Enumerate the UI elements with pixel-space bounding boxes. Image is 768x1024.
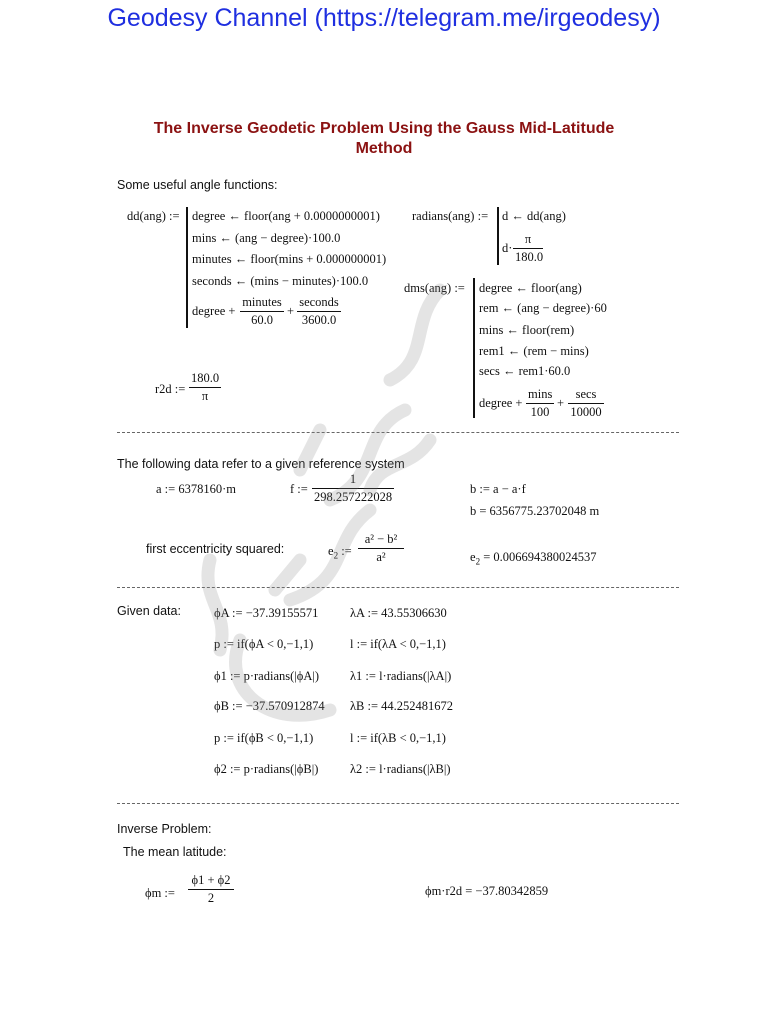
- given-data-label: Given data:: [117, 604, 181, 618]
- lam1-definition: λ1 := l·radians(|λA|): [350, 669, 452, 683]
- section-angle-functions: Some useful angle functions:: [117, 178, 278, 192]
- radians-line-1: d ← dd(ang): [502, 209, 566, 223]
- dms-mins-num: mins: [528, 387, 553, 401]
- channel-banner: Geodesy Channel (https://telegram.me/irgeodesy): [107, 4, 661, 32]
- dms-line-2: rem ← (ang − degree)·60: [479, 301, 607, 315]
- f-fraction: [312, 472, 394, 505]
- phiA-definition: ϕA := −37.39155571: [214, 606, 319, 620]
- r2d-fraction: [189, 371, 221, 404]
- pB-definition: p := if(ϕB < 0,−1,1): [214, 731, 314, 745]
- dms-line-5: secs ← rem1·60.0: [479, 364, 571, 378]
- phim-value: ϕm·r2d = −37.80342859: [425, 884, 549, 898]
- dms-line-4: rem1 ← (rem − mins): [479, 344, 589, 358]
- dms-definition: dms(ang) :=: [404, 281, 465, 295]
- dms-secs-fraction: [568, 387, 604, 420]
- radians-fraction: [513, 232, 543, 265]
- radians-definition: radians(ang) :=: [412, 209, 489, 223]
- dd-line-4: seconds ← (mins − minutes)·100.0: [192, 274, 369, 288]
- phim-num: ϕ1 + ϕ2: [191, 873, 231, 887]
- separator-3: [117, 803, 679, 804]
- r2d-definition: r2d :=: [155, 382, 186, 396]
- lamA-definition: λA := 43.55306630: [350, 606, 447, 620]
- lA-definition: l := if(λA < 0,−1,1): [350, 637, 446, 651]
- radians-program-bar: [497, 207, 499, 265]
- a-definition: a := 6378160·m: [156, 482, 236, 496]
- e2-den: a²: [358, 548, 404, 565]
- e2-fraction: [358, 532, 404, 565]
- dms-line-3: mins ← floor(rem): [479, 323, 575, 337]
- dms-line-6-degree: degree +: [479, 396, 523, 410]
- separator-1: [117, 432, 679, 433]
- dms-secs-num: secs: [575, 387, 597, 401]
- b-value: b = 6356775.23702048 m: [470, 504, 600, 518]
- page-title-line2: Method: [355, 140, 413, 157]
- phi2-definition: ϕ2 := p·radians(|ϕB|): [214, 762, 319, 776]
- dd-line-2: mins ← (ang − degree)·100.0: [192, 231, 341, 245]
- dd-seconds-fraction: [297, 295, 341, 328]
- e2-definition: [328, 544, 352, 561]
- separator-2: [117, 587, 679, 588]
- e2-subscript: 2: [333, 550, 339, 561]
- phim-fraction: [188, 873, 234, 906]
- radians-den: 180.0: [515, 250, 544, 264]
- dd-plus: +: [287, 304, 295, 318]
- dms-line-1: degree ← floor(ang): [479, 281, 582, 295]
- dd-line-1: degree ← floor(ang + 0.0000000001): [192, 209, 380, 223]
- lB-definition: l := if(λB < 0,−1,1): [350, 731, 446, 745]
- e2-value: [470, 550, 597, 567]
- f-den: 298.257222028: [314, 490, 393, 504]
- dd-program-bar: [186, 207, 188, 328]
- b-definition: b := a − a·f: [470, 482, 526, 496]
- phim-definition: ϕm :=: [145, 886, 175, 900]
- e2-value-subscript: 2: [475, 556, 481, 567]
- dd-seconds-num: seconds: [299, 295, 339, 309]
- lam2-definition: λ2 := l·radians(|λB|): [350, 762, 451, 776]
- dd-seconds-den: 3600.0: [297, 311, 341, 328]
- dms-mins-den: 100: [526, 403, 554, 420]
- dd-line-3: minutes ← floor(mins + 0.000000001): [192, 252, 387, 266]
- dms-program-bar: [473, 278, 475, 418]
- phiB-definition: ϕB := −37.570912874: [214, 699, 325, 713]
- e2-symbol: e: [328, 544, 334, 558]
- page-title-line1: The Inverse Geodetic Problem Using the Gauss Mid-Latitude: [153, 120, 615, 137]
- phim-den: 2: [188, 889, 234, 906]
- e2-value-symbol: e: [470, 550, 476, 564]
- eccentricity-label: first eccentricity squared:: [146, 542, 285, 556]
- dms-plus: +: [557, 396, 565, 410]
- radians-num: π: [524, 232, 532, 246]
- section-reference-system: The following data refer to a given reference system: [117, 457, 405, 471]
- e2-assign: :=: [338, 544, 352, 558]
- r2d-den: π: [189, 387, 221, 404]
- e2-num: a² − b²: [364, 532, 398, 546]
- phi1-definition: ϕ1 := p·radians(|ϕA|): [214, 669, 320, 683]
- pA-definition: p := if(ϕA < 0,−1,1): [214, 637, 314, 651]
- dd-definition: dd(ang) :=: [127, 209, 180, 223]
- inverse-problem-label: Inverse Problem:: [117, 822, 212, 836]
- dms-secs-den: 10000: [568, 403, 604, 420]
- dd-minutes-den: 60.0: [240, 311, 284, 328]
- mean-latitude-label: The mean latitude:: [123, 845, 227, 859]
- e2-value-number: = 0.006694380024537: [480, 550, 597, 564]
- dd-line-5-degree: degree +: [192, 304, 236, 318]
- r2d-num: 180.0: [191, 371, 220, 385]
- f-definition: f :=: [290, 482, 308, 496]
- f-num: 1: [349, 472, 357, 486]
- dd-minutes-fraction: [240, 295, 284, 328]
- radians-line-2: d·: [502, 241, 513, 255]
- dms-mins-fraction: [526, 387, 554, 420]
- dd-minutes-num: minutes: [242, 295, 282, 309]
- lamB-definition: λB := 44.252481672: [350, 699, 454, 713]
